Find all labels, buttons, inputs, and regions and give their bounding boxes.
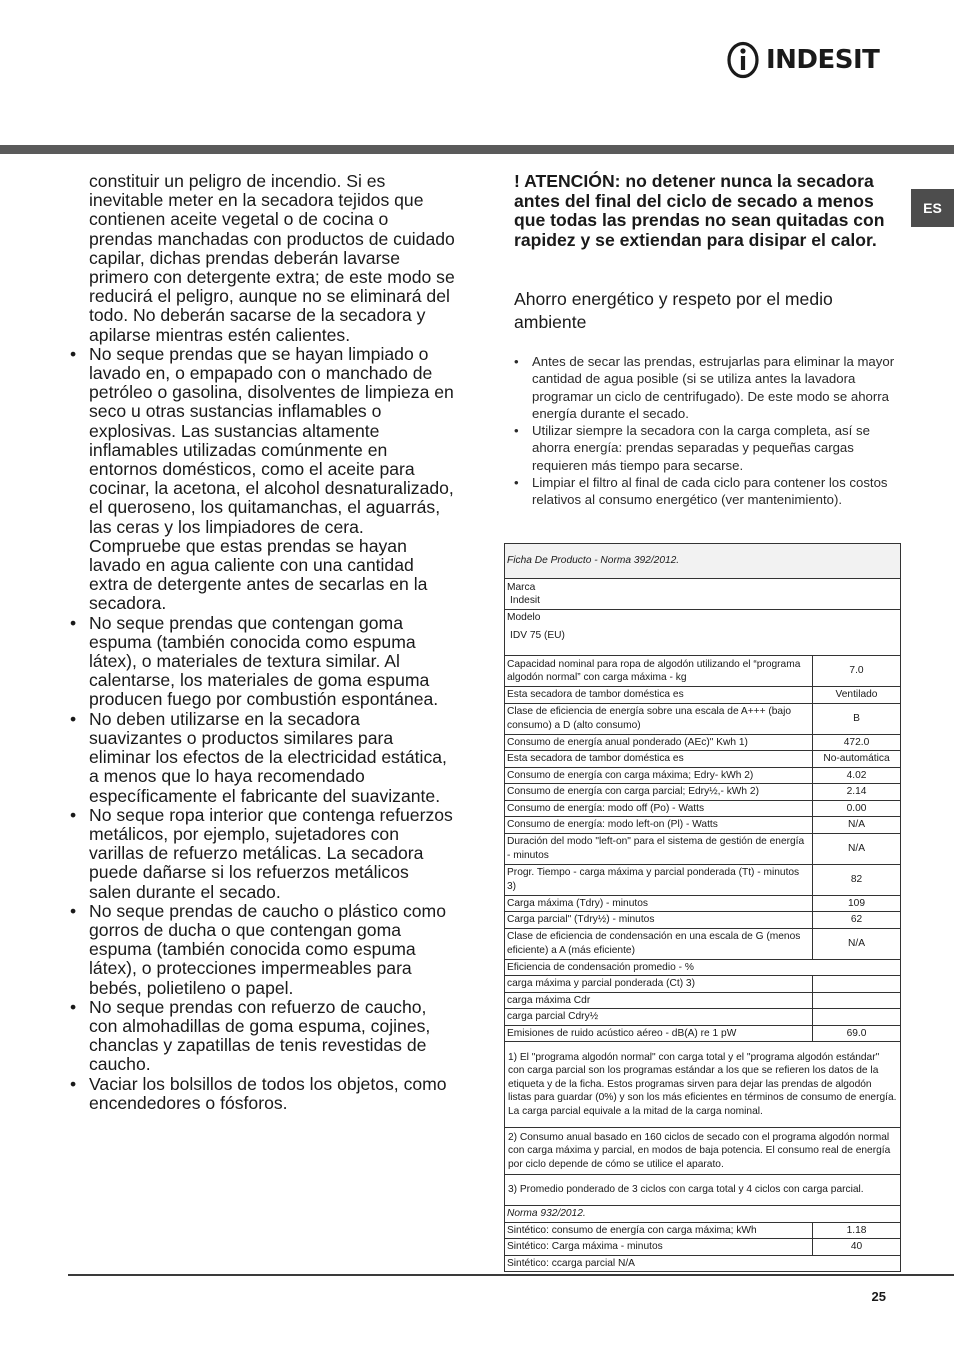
safety-instructions [70, 172, 455, 1113]
list-item: • No seque prendas con refuerzo de caucho, con almohadillas de goma espuma, cojines, chanclas y zapatillas de tenis revestidas de caucho. [70, 998, 455, 1075]
header-bar [0, 145, 954, 154]
table-row: carga máxima Cdr [505, 992, 901, 1009]
warning-notice: ! ATENCIÓN: no detener nunca la secadora antes del final del ciclo de secado a menos que todas las prendas no sean quitadas con rapidez y se extiendan para disipar el calor. [514, 171, 885, 250]
table-row: Duración del modo "left-on" para el sistema de gestión de energía - minutos N/A [505, 833, 901, 864]
table-row: Sintético: Carga máxima - minutos 40 [505, 1239, 901, 1256]
table-row: Carga máxima (Tdry) - minutos 109 [505, 895, 901, 912]
model-label: Modelo [507, 612, 541, 623]
language-tab: ES [911, 189, 954, 227]
list-item: • No seque prendas que contengan goma espuma (también conocida como espuma látex), o materiales de textura similar. Al calentarse, los materiales de goma espuma producen fuego por combustión espontánea. [70, 614, 455, 710]
brand-cell [505, 579, 901, 610]
table-row: Consumo de energía con carga parcial; Edry½,- kWh 2) 2.14 [505, 784, 901, 801]
intro-paragraph: constituir un peligro de incendio. Si es inevitable meter en la secadora tejidos que contienen aceite vegetal o de cocina o prendas manchadas con productos de cuidado capilar, dichas prendas deberán lavarse primero con detergente extra; de este modo se reducirá el peligro, aunque no se eliminará del todo. No deberán sacarse de la secadora y apilarse mientras estén calientes. [89, 171, 455, 345]
footnote-row [505, 1175, 901, 1206]
footnote-row [505, 1042, 901, 1128]
energy-saving-list [514, 353, 899, 509]
list-item: • No seque prendas de caucho o plástico como gorros de ducha o que contengan goma espuma (también conocida como espuma látex), o protecciones impermeables para bebés, polietileno o papel. [70, 902, 455, 998]
footnote-2: 2) Consumo anual basado en 160 ciclos de secado con el programa algodón normal con carga máxima y parcial, en modos de baja potencia. El consumo real de energía por ciclo depende de cómo se utilice el aparato. [505, 1128, 901, 1175]
footnote-row [505, 1128, 901, 1175]
table-row: Progr. Tiempo - carga máxima y parcial ponderada (Tt) - minutos 3) 82 [505, 864, 901, 895]
brand-label: Marca [507, 581, 536, 593]
condensation-header: Eficiencia de condensación promedio - % [505, 959, 901, 976]
model-value: IDV 75 (EU) [510, 629, 565, 641]
table-row: Esta secadora de tambor doméstica es No-automática [505, 751, 901, 768]
product-sheet-title: Ficha De Producto - Norma 392/2012. [505, 544, 901, 579]
table-row: Carga parcial" (Tdry½) - minutos 62 [505, 912, 901, 929]
table-row: Clase de eficiencia de energía sobre una escala de A+++ (bajo consumo) a D (alto consumo) B [505, 703, 901, 734]
list-item: • No seque ropa interior que contenga refuerzos metálicos, por ejemplo, sujetadores con varillas de refuerzo metálicas. La secadora puede dañarse si los refuerzos metálicos salen durante el secado. [70, 806, 455, 902]
table-row: carga máxima y parcial ponderada (Ct) 3) [505, 976, 901, 993]
brand-logo [726, 40, 891, 80]
table-row: Esta secadora de tambor doméstica es Ventilado [505, 687, 901, 704]
footnote-3: 3) Promedio ponderado de 3 ciclos con carga total y 4 ciclos con carga parcial. [505, 1175, 901, 1206]
page-number: 25 [871, 1289, 886, 1304]
table-row: Consumo de energía anual ponderado (AEc)" Kwh 1) 472.0 [505, 734, 901, 751]
brand-name: INDESIT [766, 45, 880, 75]
list-item: • No deben utilizarse en la secadora suavizantes o productos similares para eliminar los efectos de la electricidad estática, a menos que lo haya recomendado específicamente el fabricante del suavizante. [70, 710, 455, 806]
footnote-1: 1) El "programa algodón normal" con carga total y el "programa algodón estándar" con carga parcial son los programas estándar a los que se refieren los datos de la etiqueta y de la ficha. Estos programas sirven para dejar las prendas de algodón listas para guardar (0%) y son los más eficientes en términos de consumo de energía. La carga parcial equivale a la mitad de la carga nominal. [505, 1042, 901, 1128]
list-item: • Limpiar el filtro al final de cada ciclo para contener los costos relativos al consumo energético (ver mantenimiento). [514, 474, 899, 509]
footer-rule [68, 1274, 954, 1276]
product-sheet-table [504, 543, 901, 1272]
table-row: Clase de eficiencia de condensación en una escala de G (menos eficiente) a A (más eficiente) N/A [505, 928, 901, 959]
table-row: Consumo de energía: modo left-on (Pl) - Watts N/A [505, 817, 901, 834]
section-title: Ahorro energético y respeto por el medio ambiente [514, 289, 833, 332]
table-row: Emisiones de ruido acústico aéreo - dB(A) re 1 pW 69.0 [505, 1025, 901, 1042]
table-row: Sintético: consumo de energía con carga máxima; kWh 1.18 [505, 1222, 901, 1239]
safety-list [70, 345, 455, 1113]
list-item: • Antes de secar las prendas, estrujarlas para eliminar la mayor cantidad de agua posible (si se utiliza antes la lavadora programar un ciclo de centrifugado). De este modo se ahorra energía durante el secado. [514, 353, 899, 422]
table-row: Capacidad nominal para ropa de algodón utilizando el “programa algodón normal” con carga máxima - kg 7.0 [505, 656, 901, 687]
table-row: Consumo de energía con carga máxima; Edry- kWh 2) 4.02 [505, 767, 901, 784]
table-row: Consumo de energía: modo off (Po) - Watts 0.00 [505, 800, 901, 817]
list-item: • Vaciar los bolsillos de todos los objetos, como encendedores o fósforos. [70, 1075, 455, 1113]
table-row: Sintético: ccarga parcial N/A [505, 1255, 901, 1272]
table-row: carga parcial Cdry½ [505, 1009, 901, 1026]
brand-value: Indesit [510, 595, 541, 606]
norm-title: Norma 932/2012. [505, 1206, 901, 1223]
table-row [505, 959, 901, 976]
indesit-emblem-icon [726, 41, 760, 79]
list-item: • Utilizar siempre la secadora con la carga completa, así se ahorra energía: prendas separadas y pequeñas cargas requieren más tiempo para secarse. [514, 422, 899, 474]
model-cell [505, 610, 901, 656]
list-item: • No seque prendas que se hayan limpiado o lavado en, o empapado con o manchado de petróleo o gasolina, disolventes de limpieza en seco u otras sustancias inflamables o explosivas. Las sustancias altamente inflamables utilizadas comúnmente en entornos domésticos, como el aceite para cocinar, la acetona, el alcohol desnaturalizado, el queroseno, los quitamanchas, el aguarrás, las ceras y los limpiadores de cera. Compruebe que estas prendas se hayan lavado en agua caliente con una cantidad extra de detergente antes de secarlas en la secadora. [70, 345, 455, 614]
